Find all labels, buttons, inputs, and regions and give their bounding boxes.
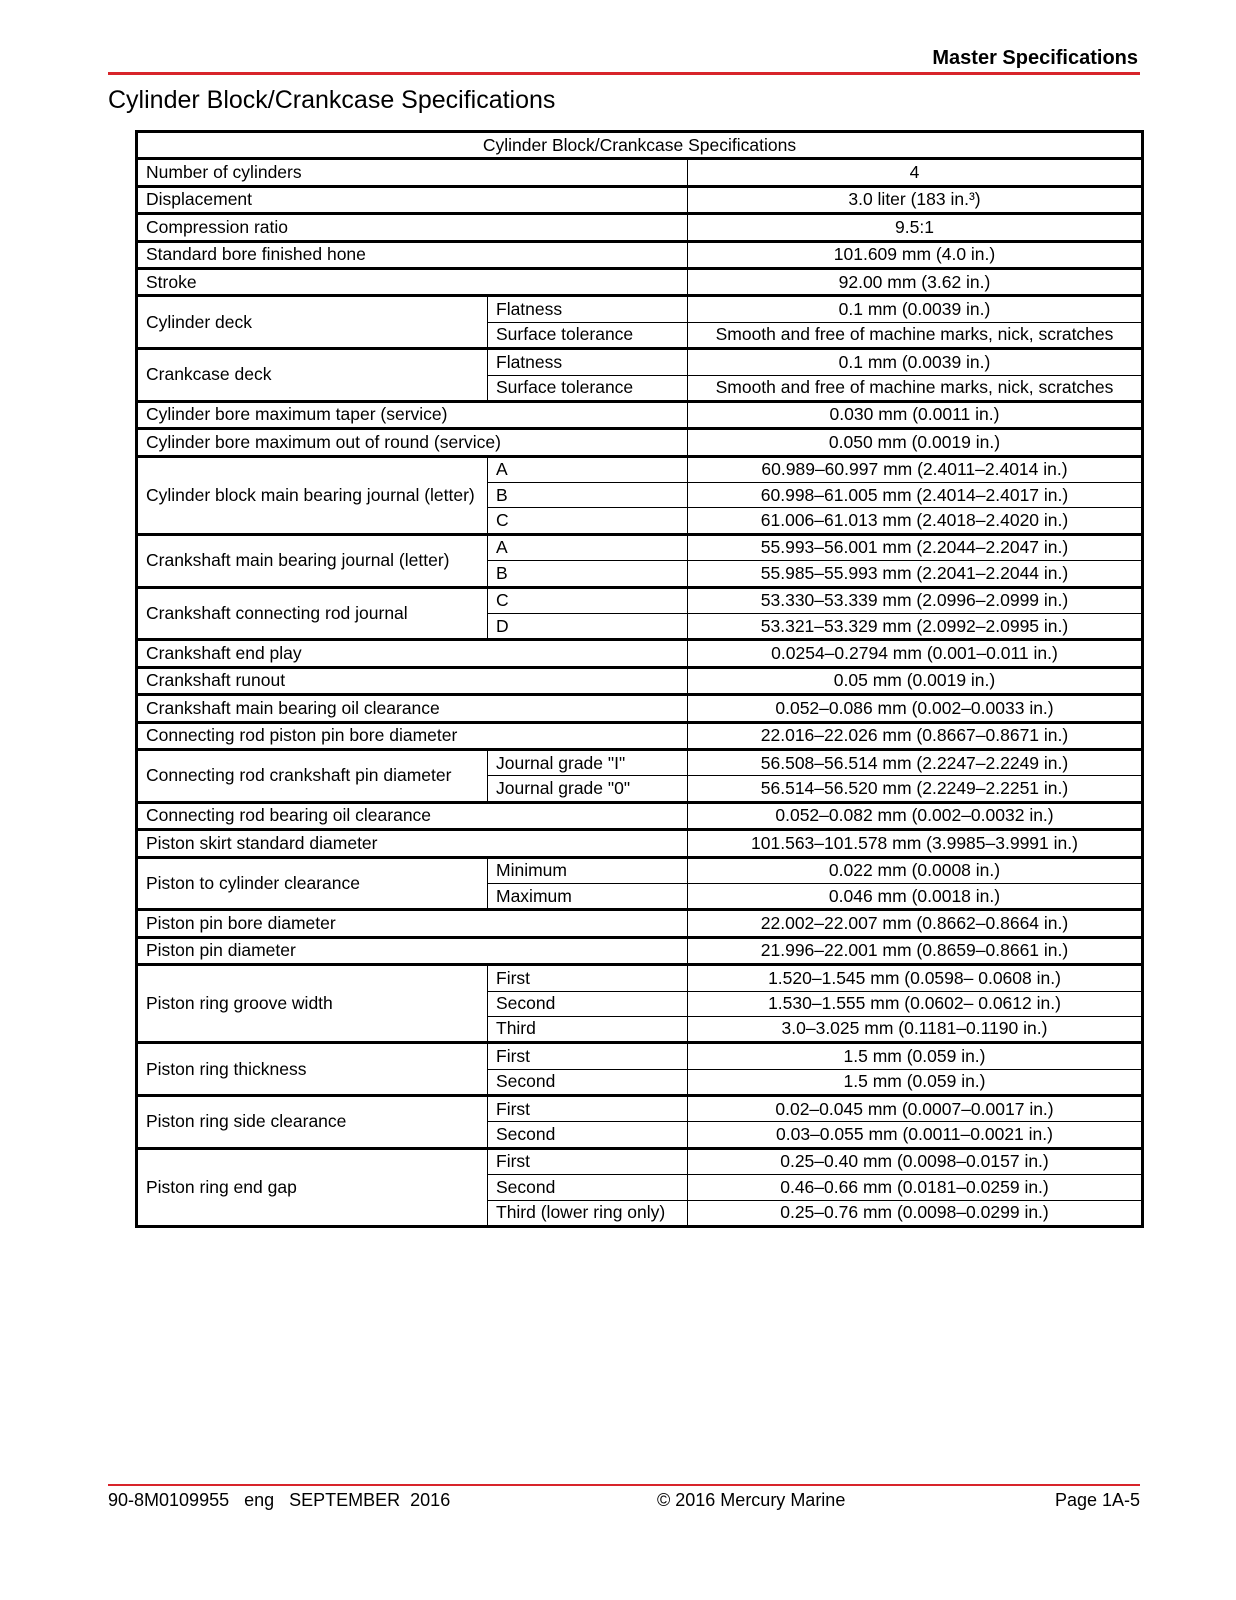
spec-label: Piston ring end gap	[137, 1148, 488, 1226]
spec-value: 4	[688, 159, 1143, 186]
spec-label: Crankcase deck	[137, 349, 488, 402]
spec-label: Connecting rod piston pin bore diameter	[137, 722, 688, 749]
spec-value: 55.985–55.993 mm (2.2041–2.2044 in.)	[688, 561, 1143, 587]
spec-sub-label: Second	[488, 1175, 688, 1200]
table-row	[137, 667, 1143, 694]
spec-value: 55.993–56.001 mm (2.2044–2.2047 in.)	[688, 534, 1143, 560]
spec-value: 9.5:1	[688, 214, 1143, 241]
table-row	[137, 401, 1143, 428]
spec-label: Crankshaft main bearing oil clearance	[137, 695, 688, 722]
spec-sub-label: A	[488, 534, 688, 560]
table-row	[137, 695, 1143, 722]
page-title: Cylinder Block/Crankcase Specifications	[108, 86, 556, 114]
spec-value: 1.5 mm (0.059 in.)	[688, 1069, 1143, 1095]
spec-label: Cylinder block main bearing journal (letter)	[137, 456, 488, 534]
spec-value: 0.050 mm (0.0019 in.)	[688, 429, 1143, 456]
spec-value: 0.0254–0.2794 mm (0.001–0.011 in.)	[688, 640, 1143, 667]
table-row	[137, 159, 1143, 186]
spec-value: 0.02–0.045 mm (0.0007–0.0017 in.)	[688, 1096, 1143, 1122]
table-row	[137, 910, 1143, 937]
spec-value: 0.1 mm (0.0039 in.)	[688, 349, 1143, 375]
table-row	[137, 965, 1143, 991]
spec-value: 53.321–53.329 mm (2.0992–2.0995 in.)	[688, 614, 1143, 640]
spec-label: Piston to cylinder clearance	[137, 857, 488, 910]
table-row	[137, 830, 1143, 857]
footer-doc-number: 90-8M0109955 eng SEPTEMBER 2016	[108, 1490, 451, 1510]
spec-value: 92.00 mm (3.62 in.)	[688, 268, 1143, 295]
spec-label: Connecting rod crankshaft pin diameter	[137, 749, 488, 802]
spec-value: 0.022 mm (0.0008 in.)	[688, 857, 1143, 883]
spec-sub-label: First	[488, 1043, 688, 1069]
spec-sub-label: Third (lower ring only)	[488, 1200, 688, 1226]
spec-label: Cylinder bore maximum taper (service)	[137, 401, 688, 428]
table-row	[137, 937, 1143, 964]
spec-label: Piston pin diameter	[137, 937, 688, 964]
spec-value: 60.998–61.005 mm (2.4014–2.4017 in.)	[688, 483, 1143, 508]
spec-value: 22.002–22.007 mm (0.8662–0.8664 in.)	[688, 910, 1143, 937]
spec-value: Smooth and free of machine marks, nick, scratches	[688, 375, 1143, 401]
spec-value: 101.563–101.578 mm (3.9985–3.9991 in.)	[688, 830, 1143, 857]
spec-value: 1.5 mm (0.059 in.)	[688, 1043, 1143, 1069]
spec-value: 0.05 mm (0.0019 in.)	[688, 667, 1143, 694]
spec-sub-label: Second	[488, 1122, 688, 1148]
spec-value: 56.514–56.520 mm (2.2249–2.2251 in.)	[688, 776, 1143, 802]
spec-value: 0.1 mm (0.0039 in.)	[688, 296, 1143, 322]
header-rule	[108, 72, 1140, 75]
spec-label: Piston ring thickness	[137, 1043, 488, 1096]
spec-sub-label: First	[488, 1096, 688, 1122]
spec-label: Piston pin bore diameter	[137, 910, 688, 937]
table-row	[137, 722, 1143, 749]
running-head: Master Specifications	[932, 47, 1138, 69]
table-row	[137, 640, 1143, 667]
table-row	[137, 241, 1143, 268]
spec-sub-label: B	[488, 561, 688, 587]
spec-value: 101.609 mm (4.0 in.)	[688, 241, 1143, 268]
spec-label: Number of cylinders	[137, 159, 688, 186]
spec-value: 60.989–60.997 mm (2.4011–2.4014 in.)	[688, 456, 1143, 482]
spec-value: 0.03–0.055 mm (0.0011–0.0021 in.)	[688, 1122, 1143, 1148]
table-row	[137, 296, 1143, 322]
spec-label: Crankshaft main bearing journal (letter)	[137, 534, 488, 587]
spec-label: Piston skirt standard diameter	[137, 830, 688, 857]
table-caption: Cylinder Block/Crankcase Specifications	[137, 132, 1143, 159]
table-row	[137, 534, 1143, 560]
spec-sub-label: Flatness	[488, 296, 688, 322]
spec-label: Crankshaft runout	[137, 667, 688, 694]
spec-sub-label: Second	[488, 1069, 688, 1095]
spec-sub-label: Third	[488, 1016, 688, 1042]
spec-sub-label: C	[488, 587, 688, 613]
table-caption-row	[137, 132, 1143, 159]
spec-label: Crankshaft end play	[137, 640, 688, 667]
footer-copyright: © 2016 Mercury Marine	[657, 1490, 846, 1510]
spec-sub-label: First	[488, 965, 688, 991]
spec-value: 0.046 mm (0.0018 in.)	[688, 883, 1143, 909]
spec-value: 0.25–0.76 mm (0.0098–0.0299 in.)	[688, 1200, 1143, 1226]
spec-value: 0.46–0.66 mm (0.0181–0.0259 in.)	[688, 1175, 1143, 1200]
table-row	[137, 214, 1143, 241]
table-row	[137, 587, 1143, 613]
spec-label: Cylinder deck	[137, 296, 488, 349]
table-row	[137, 349, 1143, 375]
spec-sub-label: Journal grade "I"	[488, 749, 688, 775]
spec-sub-label: C	[488, 508, 688, 534]
spec-value: 1.530–1.555 mm (0.0602– 0.0612 in.)	[688, 991, 1143, 1016]
spec-value: 21.996–22.001 mm (0.8659–0.8661 in.)	[688, 937, 1143, 964]
spec-label: Stroke	[137, 268, 688, 295]
spec-sub-label: A	[488, 456, 688, 482]
spec-sub-label: Journal grade "0"	[488, 776, 688, 802]
spec-table	[135, 130, 1144, 1228]
spec-sub-label: Surface tolerance	[488, 375, 688, 401]
spec-sub-label: First	[488, 1148, 688, 1174]
spec-sub-label: Surface tolerance	[488, 322, 688, 348]
table-row	[137, 456, 1143, 482]
spec-value: 3.0 liter (183 in.³)	[688, 186, 1143, 213]
spec-label: Piston ring side clearance	[137, 1096, 488, 1149]
spec-label: Compression ratio	[137, 214, 688, 241]
spec-sub-label: B	[488, 483, 688, 508]
spec-sub-label: Flatness	[488, 349, 688, 375]
spec-sub-label: Maximum	[488, 883, 688, 909]
spec-sub-label: D	[488, 614, 688, 640]
spec-label: Piston ring groove width	[137, 965, 488, 1043]
spec-value: 0.030 mm (0.0011 in.)	[688, 401, 1143, 428]
spec-value: 56.508–56.514 mm (2.2247–2.2249 in.)	[688, 749, 1143, 775]
table-row	[137, 186, 1143, 213]
spec-label: Displacement	[137, 186, 688, 213]
table-row	[137, 1148, 1143, 1174]
table-row	[137, 749, 1143, 775]
spec-value: 0.052–0.086 mm (0.002–0.0033 in.)	[688, 695, 1143, 722]
table-row	[137, 802, 1143, 829]
spec-value: 1.520–1.545 mm (0.0598– 0.0608 in.)	[688, 965, 1143, 991]
spec-label: Cylinder bore maximum out of round (service)	[137, 429, 688, 456]
table-row	[137, 1096, 1143, 1122]
spec-value: 3.0–3.025 mm (0.1181–0.1190 in.)	[688, 1016, 1143, 1042]
spec-label: Standard bore finished hone	[137, 241, 688, 268]
table-row	[137, 268, 1143, 295]
spec-value: 0.25–0.40 mm (0.0098–0.0157 in.)	[688, 1148, 1143, 1174]
spec-label: Connecting rod bearing oil clearance	[137, 802, 688, 829]
spec-value: 61.006–61.013 mm (2.4018–2.4020 in.)	[688, 508, 1143, 534]
footer-page-number: Page 1A-5	[1054, 1490, 1140, 1510]
footer-rule	[108, 1484, 1140, 1486]
spec-label: Crankshaft connecting rod journal	[137, 587, 488, 640]
spec-sub-label: Minimum	[488, 857, 688, 883]
table-row	[137, 1043, 1143, 1069]
spec-value: 53.330–53.339 mm (2.0996–2.0999 in.)	[688, 587, 1143, 613]
spec-value: Smooth and free of machine marks, nick, scratches	[688, 322, 1143, 348]
spec-value: 0.052–0.082 mm (0.002–0.0032 in.)	[688, 802, 1143, 829]
spec-value: 22.016–22.026 mm (0.8667–0.8671 in.)	[688, 722, 1143, 749]
spec-table-body	[137, 159, 1143, 1227]
table-row	[137, 857, 1143, 883]
spec-sub-label: Second	[488, 991, 688, 1016]
table-row	[137, 429, 1143, 456]
